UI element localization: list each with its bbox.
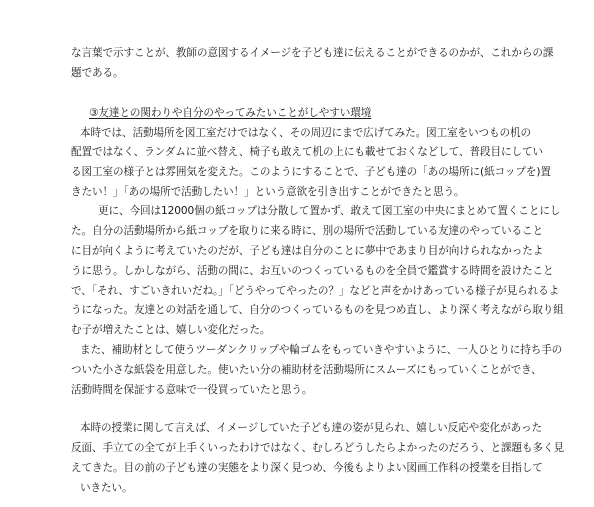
closing-line-2: 反面、手立ての全てが上手くいったわけではなく、むしろどうしたらよかったのだろう、と課題も多く見: [71, 442, 564, 454]
body-line-4: きたい！」「あの場所で活動したい！」という意欲を引き出すことができたと思う。: [71, 186, 465, 198]
body-line-5: 更に、今回は12000個の紙コップは分散して置かず、敢えて図工室の中央にまとめて置くことにし: [98, 205, 561, 217]
body-line-8: うに思う。しかしながら、活動の間に、お互いのつくっているものを全員で鑑賞する時間を設けたこと: [71, 265, 554, 277]
body-line-10: うになった。友達との対話を通して、自分のつくっているものを見つめ直し、より深く考えながら取り組: [71, 304, 564, 316]
body-line-6: た。自分の活動場所から紙コップを取りに来る時に、別の場所で活動している友達のやっていること: [71, 225, 544, 237]
intro-line-1: な言葉で示すことが、教師の意図するイメージを子ども達に伝えることができるのかが、これからの課: [71, 47, 554, 59]
body-line-7: に目が向くように考えていたのだが、子ども達は自分のことに夢中であまり目が向けられなかったよ: [71, 245, 544, 257]
intro-line-2: 題である。: [71, 67, 124, 79]
closing-line-3: えてきた。目の前の子ども達の実態をより深く見つめ、今後もよりよい図画工作科の授業を目指して: [71, 462, 543, 474]
closing-line-4: いきたい。: [80, 482, 133, 494]
body-line-1: 本時では、活動場所を図工室だけではなく、その周辺にまで広げてみた。図工室をいつもの机の: [80, 127, 532, 139]
body-line-3: る図工室の様子とは雰囲気を変えた。このようにすることで、子ども達の「あの場所に(紙コップを)置: [71, 166, 551, 178]
body-line-11: む子が増えたことは、嬉しい変化だった。: [71, 324, 271, 336]
body-line-2: 配置ではなく、ランダムに並べ替え、椅子も敢えて机の上にも載せておくなどして、普段目にしてい: [71, 146, 544, 158]
body-line-14: 活動時間を保証する意味で一役買っていたと思う。: [71, 384, 313, 396]
section-heading: ③友達との関わりや自分のやってみたいことがしやすい環境: [89, 107, 372, 119]
closing-line-1: 本時の授業に関して言えば、イメージしていた子ども達の姿が見られ、嬉しい反応や変化があった: [80, 422, 542, 434]
body-line-13: ついた小さな紙袋を用意した。使いたい分の補助材を活動場所にスムーズにもっていくことができ、: [71, 364, 542, 376]
body-line-12: また、補助材として使うツーダンクリップや輪ゴムをもっていきやすいように、一人ひとりに持ち手の: [80, 344, 563, 356]
body-line-9: で、「それ、すごいきれいだね。」「どうやってやったの？」などと声をかけあっている様子が見られるよ: [71, 285, 560, 297]
